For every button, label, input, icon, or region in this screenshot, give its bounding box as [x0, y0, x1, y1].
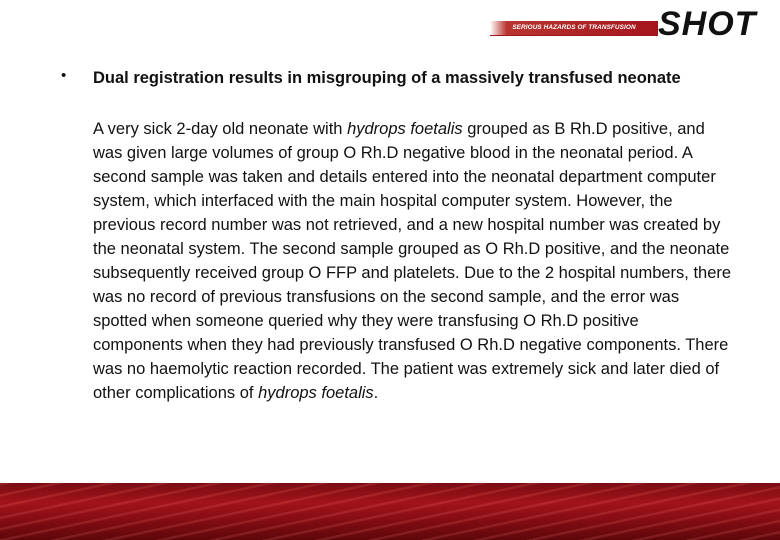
footer-decorative-band [0, 483, 780, 540]
tagline-bar: SERIOUS HAZARDS OF TRANSFUSION [490, 21, 658, 35]
shot-logo: SHOT [658, 5, 757, 43]
case-text-emphasis-2: hydrops foetalis [258, 384, 374, 402]
case-text-part-1: A very sick 2-day old neonate with [93, 120, 348, 138]
slide-header [0, 0, 780, 50]
case-text-emphasis-1: hydrops foetalis [347, 120, 463, 138]
bullet-heading: Dual registration results in misgrouping of a massively transfused neonate [93, 69, 681, 87]
slide-content [0, 63, 780, 483]
bullet-marker: • [61, 67, 67, 84]
case-text-part-3: . [373, 384, 379, 402]
case-description [93, 117, 733, 405]
tagline-underline [490, 35, 658, 36]
case-text-part-2: grouped as B Rh.D positive, and was given large volumes of group O Rh.D negative blood in the neonatal period. A second sample was taken and details entered into the neonatal department computer system, which interfaced with the main hospital computer system. However, the previous record number was not retrieved, and a new hospital number was created by the neonatal system. The second sample grouped as O Rh.D positive, and the neonate subsequently received group O FFP and platelets. Due to the 2 hospital numbers, there was no record of previous transfusions on the second sample, and the error was spotted when someone queried why they were transfusing O Rh.D positive components when they had previously transfused O Rh.D negative components. There was no haemolytic reaction recorded. The patient was extremely sick and later died of other complications of [93, 120, 732, 402]
